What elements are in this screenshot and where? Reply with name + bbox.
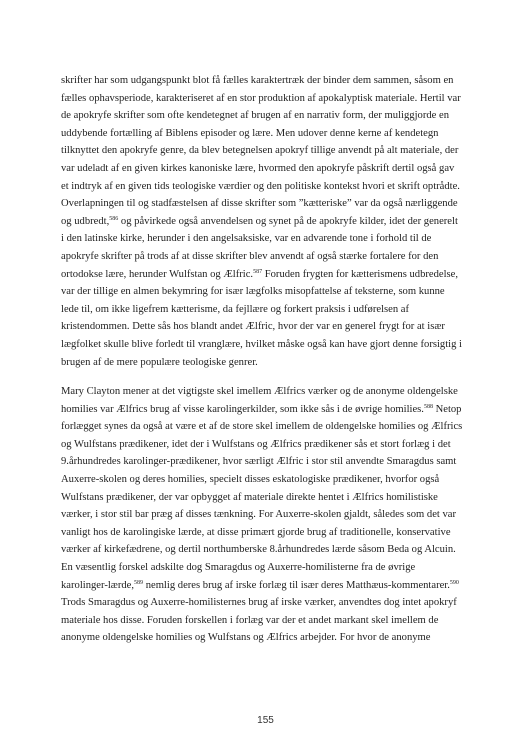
line-text: og udbredt, <box>61 215 110 227</box>
paragraph-1 <box>61 72 474 371</box>
text-line <box>61 160 474 178</box>
line-text: og påvirkede også anvendelsen og synet på de apokryfe kilder, idet der generelt <box>118 215 458 227</box>
text-line <box>61 248 474 266</box>
text-line <box>61 383 474 401</box>
line-text: var udeladt af en given kirkes kanoniske lære, hvormed den apokryfe påskrift dertil også gav <box>61 162 455 174</box>
text-line <box>61 577 474 595</box>
text-line <box>61 195 474 213</box>
line-text: lede til, om ikke ligefrem kætterisme, da fejllære og forkert praksis i udførelsen af <box>61 303 410 315</box>
text-line <box>61 401 474 419</box>
text-line <box>61 612 474 630</box>
text-line <box>61 506 474 524</box>
line-text: materiale hos disse. Foruden forskellen i forlæg var der et andet markant skel imellem de <box>61 614 439 626</box>
line-text: En væsentlig forskel adskilte dog Smaragdus og Auxerre-homilisterne fra de øvrige <box>61 561 416 573</box>
footnote-ref: 588 <box>423 403 433 410</box>
line-text: ortodokse lære, herunder Wulfstan og Ælfric. <box>61 268 254 280</box>
line-text: skrifter har som udgangspunkt blot få fælles karaktertræk der binder dem sammen, såsom en <box>61 75 454 86</box>
line-text: var der tillige en almen bekymring for især lægfolks misopfattelse af teksterne, som kunne <box>61 286 445 298</box>
footnote-ref: 587 <box>253 268 263 275</box>
text-line <box>61 318 474 336</box>
line-text: i den latinske kirke, herunder i den angelsaksiske, var en advarende tone i forhold til de <box>61 233 432 245</box>
text-line <box>61 213 474 231</box>
line-text: et indtryk af en given tids teologiske værdier og den politiske kontekst hvori et skrift optrådte. <box>61 180 460 192</box>
text-line <box>61 354 474 372</box>
text-line <box>61 142 474 160</box>
line-text: anonyme oldengelske homilies og Wulfstans og Ælfrics arbejder. For hvor de anonyme <box>61 632 431 644</box>
footnote-ref: 586 <box>109 215 119 222</box>
text-line <box>61 72 474 90</box>
text-line <box>61 107 474 125</box>
line-text: værker, i stor stil bar præg af disses tænkning. For Auxerre-skolen gjaldt, således som det var <box>61 509 457 521</box>
text-line <box>61 230 474 248</box>
text-line <box>61 471 474 489</box>
text-line <box>61 283 474 301</box>
line-text: Netop <box>432 403 462 415</box>
page-number: 155 <box>257 715 274 726</box>
line-text: forlægget synes da også at være et af de store skel imellem de oldengelske homilies og Ælfrics <box>61 421 463 433</box>
line-text: brugen af de mere populære teologiske genrer. <box>61 356 258 368</box>
text-line <box>61 559 474 577</box>
text-line <box>61 178 474 196</box>
line-text: Trods Smaragdus og Auxerre-homilisternes brug af irske værker, anvendtes dog intet apokryf <box>61 597 457 609</box>
text-line <box>61 453 474 471</box>
text-line <box>61 336 474 354</box>
text-line <box>61 90 474 108</box>
line-text: fælles ophavsperiode, karakteriseret af en stor produktion af apokalyptisk materiale. Hertil var <box>61 92 461 104</box>
line-text: karolinger-lærde, <box>61 579 135 591</box>
line-text: Foruden frygten for kætterismens udbredelse, <box>262 268 459 280</box>
text-line <box>61 594 474 612</box>
line-text: Overlapningen til og stadfæstelsen af disse skrifter som ”kætteriske” var da også nærliggende <box>61 198 458 210</box>
line-text: lægfolket skulle blive forledt til vranglære, hvilket måske også kan have gjort denne forsigtig i <box>61 338 463 350</box>
line-text: nemlig deres brug af irske forlæg til især deres Matthæus-kommentarer. <box>143 579 450 591</box>
line-text: de apokryfe skrifter som ofte kendetegnet af brugen af en narrativ form, der muliggjorde en <box>61 110 449 122</box>
line-text: apokryfe skrifter på trods af at disse skrifter blev anvendt af også stærke fortalere for den <box>61 250 439 262</box>
line-text: Wulfstans prædikener, der var opbygget af materiale direkte hentet i Ælfrics homilistiske <box>61 491 438 503</box>
text-line <box>61 524 474 542</box>
line-text: og Wulfstans prædikener, idet der i Wulfstans og Ælfrics prædikener sås et stort forlæg i det <box>61 438 451 450</box>
text-line <box>61 301 474 319</box>
footnote-ref: 590 <box>449 579 459 586</box>
line-text: tilknyttet den apokryfe genre, da blev betegnelsen apokryf tillige anvendt på alt materiale, der <box>61 145 459 157</box>
line-text: 9.århundredes karolinger-prædikener, hvor særligt Ælfric i stor stil anvendte Smaragdus samt <box>61 456 457 468</box>
text-line <box>61 629 474 647</box>
line-text: uddybende fortælling af Biblens episoder og lære. Men udover denne kerne af kendetegn <box>61 127 439 139</box>
text-line <box>61 541 474 559</box>
line-text: Auxerre-skolen og deres homilies, specielt disses eskatologiske prædikener, hvorfor også <box>61 473 440 485</box>
text-line <box>61 266 474 284</box>
line-text: Mary Clayton mener at det vigtigste skel imellem Ælfrics værker og de anonyme oldengelske <box>61 386 458 397</box>
paragraph-2 <box>61 383 474 647</box>
text-line <box>61 436 474 454</box>
footnote-ref: 589 <box>134 579 144 586</box>
line-text: homilies var Ælfrics brug af visse karolingerkilder, som ikke sås i de øvrige homilies. <box>61 403 424 415</box>
line-text: vanligt hos de karolingiske lærde, at disse primært gjorde brug af traditionelle, konservative <box>61 526 451 538</box>
text-line <box>61 489 474 507</box>
text-line <box>61 125 474 143</box>
line-text: værker af kirkefædrene, og dertil northumberske 8.århundredes lærde såsom Beda og Alcuin. <box>61 544 456 556</box>
line-text: kristendommen. Dette sås hos blandt andet Ælfric, hvor der var en generel frygt for at især <box>61 321 445 333</box>
text-line <box>61 418 474 436</box>
